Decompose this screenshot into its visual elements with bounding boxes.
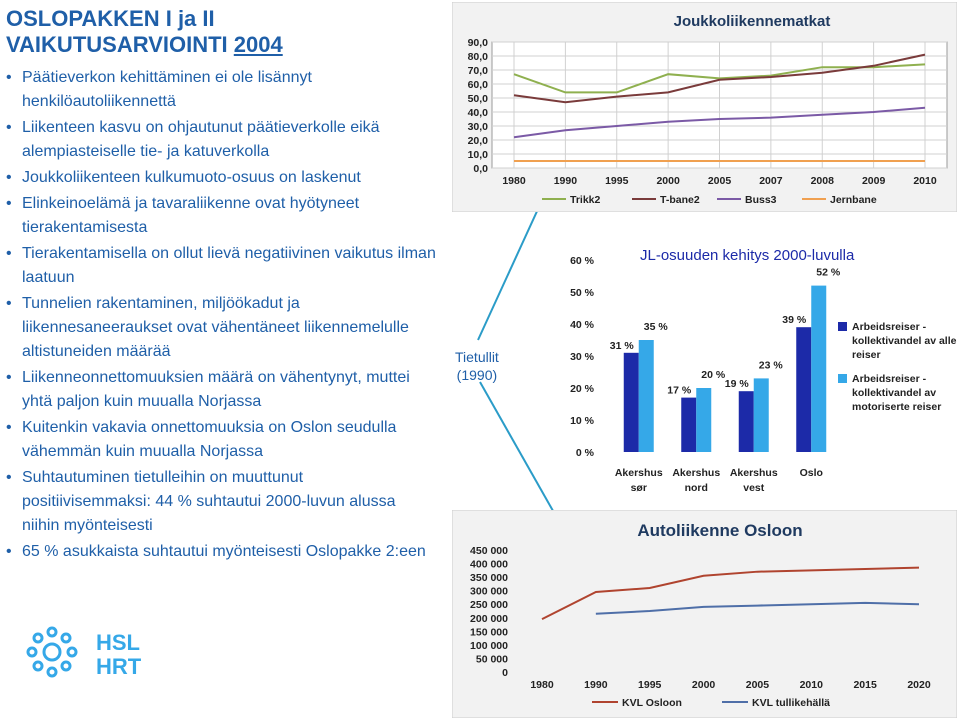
legend-label: KVL Osloon [622,697,682,709]
y-tick-label: 60 % [570,255,594,267]
y-tick-label: 0,0 [473,163,488,175]
data-label: 39 % [782,314,807,327]
y-tick-label: 100 000 [470,639,508,652]
x-tick-label: 2005 [707,175,732,187]
y-tick-label: 400 000 [470,558,508,571]
x-tick-label: Oslo [799,467,823,479]
title-line-1: OSLOPAKKEN I ja II [6,6,215,31]
x-tick-label: vest [743,482,765,494]
y-tick-label: 40 % [570,319,594,331]
x-tick-label: 2020 [907,679,931,691]
x-tick-label: 2015 [853,679,877,691]
data-label: 19 % [724,378,749,391]
y-tick-label: 200 000 [470,612,508,625]
title-line-2-prefix: VAIKUTUSARVIOINTI [6,32,234,57]
data-label: 35 % [643,321,668,333]
x-tick-label: 2010 [913,175,937,187]
bullet-item: • 65 % asukkaista suhtautui myönteisesti Oslopakke 2:een [6,540,436,564]
x-tick-label: Akershus [729,467,778,479]
slide-title [6,6,283,58]
x-tick-label: 2010 [799,679,823,691]
bullet-item: • Liikenneonnettomuuksien määrä on vähentynyt, muttei yhtä paljon kuin muualla Norjassa [6,366,436,414]
legend-label: Trikk2 [570,194,601,206]
legend-label: Jernbane [830,194,877,206]
logo-text-line-2: HRT [96,654,142,679]
y-tick-label: 50,0 [467,93,488,105]
x-tick-label: 1990 [553,175,578,187]
bullet-list [6,66,436,566]
tietullit-annotation: Tietullit (1990) [455,349,499,383]
legend-swatch [838,374,847,383]
x-tick-label: 2009 [861,175,886,187]
hsl-flower-icon [28,628,76,676]
chart-title: Joukkoliikennematkat [673,13,831,30]
y-tick-label: 50 % [570,287,594,299]
y-tick-label: 10,0 [467,149,488,161]
y-tick-label: 90,0 [467,37,488,49]
y-tick-label: 30,0 [467,121,488,133]
x-tick-label: 2007 [759,175,783,187]
data-label: 17 % [667,384,692,397]
data-label: 23 % [758,359,783,372]
bullet-item: • Elinkeinoelämä ja tavaraliikenne ovat hyötyneet tierakentamisesta [6,192,436,240]
x-tick-label: 2000 [656,175,680,187]
y-tick-label: 30 % [570,351,594,363]
bar [739,391,754,452]
y-tick-label: 10 % [570,415,594,427]
y-tick-label: 50 000 [475,653,508,666]
legend-label: KVL tullikehällä [752,697,830,709]
bar [681,398,696,452]
bar [639,340,654,452]
x-tick-label: Akershus [672,467,721,479]
title-year: 2004 [233,32,283,57]
bullet-item: • Tunnelien rakentaminen, miljöökadut ja liikennesaneeraukset ovat vähentäneet liikennemelulle altistuneiden määrää [6,292,436,364]
x-tick-label: 2008 [810,175,834,187]
bullet-item: • Päätieverkon kehittäminen ei ole lisännyt henkilöautoliikennettä [6,66,436,114]
x-tick-label: 1980 [530,679,554,691]
legend-swatch [838,322,847,331]
bar [796,327,811,452]
y-tick-label: 20,0 [467,135,488,147]
chart-title: JL-osuuden kehitys 2000-luvulla [640,247,855,264]
y-tick-label: 60,0 [467,79,488,91]
y-tick-label: 300 000 [470,585,508,598]
y-tick-label: 70,0 [467,65,488,77]
legend-label: T-bane2 [660,194,700,206]
data-label: 31 % [609,339,634,352]
bullet-item: • Suhtautuminen tietulleihin on muuttunut positiivisemmaksi: 44 % suhtautui 2000-luvun alussa niihin myönteisesti [6,466,436,538]
y-tick-label: 80,0 [467,51,488,63]
bar [811,286,826,452]
x-tick-label: sør [630,482,647,494]
title-line-2 [6,32,283,58]
data-label: 20 % [701,369,726,381]
bullet-item: • Tierakentamisella on ollut lievä negatiivinen vaikutus ilman laatuun [6,242,436,290]
car-traffic-chart [452,510,957,718]
y-tick-label: 150 000 [470,626,508,639]
x-tick-label: Akershus [614,467,663,479]
x-tick-label: nord [684,482,708,494]
x-tick-label: 1980 [502,175,526,187]
transit-share-chart [560,240,960,500]
x-tick-label: 1990 [584,679,608,691]
legend-label: Arbeidsreiser -kollektivandel av motoriserte reiser [852,373,942,413]
bullet-item: • Joukkoliikenteen kulkumuoto-osuus on laskenut [6,166,436,190]
data-label: 52 % [816,266,841,279]
logo-text-line-1: HSL [96,630,140,655]
y-tick-label: 40,0 [467,107,488,119]
y-tick-label: 0 [502,667,508,679]
bar [754,378,769,452]
bar [696,388,711,452]
legend-label: Arbeidsreiser -kollektivandel av alle reiser [852,321,957,361]
y-tick-label: 20 % [570,383,594,395]
y-tick-label: 0 % [575,447,594,459]
y-tick-label: 450 000 [470,545,508,557]
bar [624,353,639,452]
transit-trips-chart [452,2,957,212]
y-tick-label: 350 000 [470,572,508,585]
hsl-logo [22,624,162,684]
x-tick-label: 2000 [691,679,716,691]
x-tick-label: 1995 [638,679,662,691]
x-tick-label: 1995 [605,175,629,187]
legend-label: Buss3 [745,194,777,206]
chart-title: Autoliikenne Osloon [637,521,803,540]
bullet-item: • Liikenteen kasvu on ohjautunut päätieverkolle eikä alempiasteiselle tie- ja katuverkolla [6,116,436,164]
bullet-item: • Kuitenkin vakavia onnettomuuksia on Oslon seudulla vähemmän kuin muualla Norjassa [6,416,436,464]
y-tick-label: 250 000 [470,599,508,612]
x-tick-label: 2005 [745,679,770,691]
